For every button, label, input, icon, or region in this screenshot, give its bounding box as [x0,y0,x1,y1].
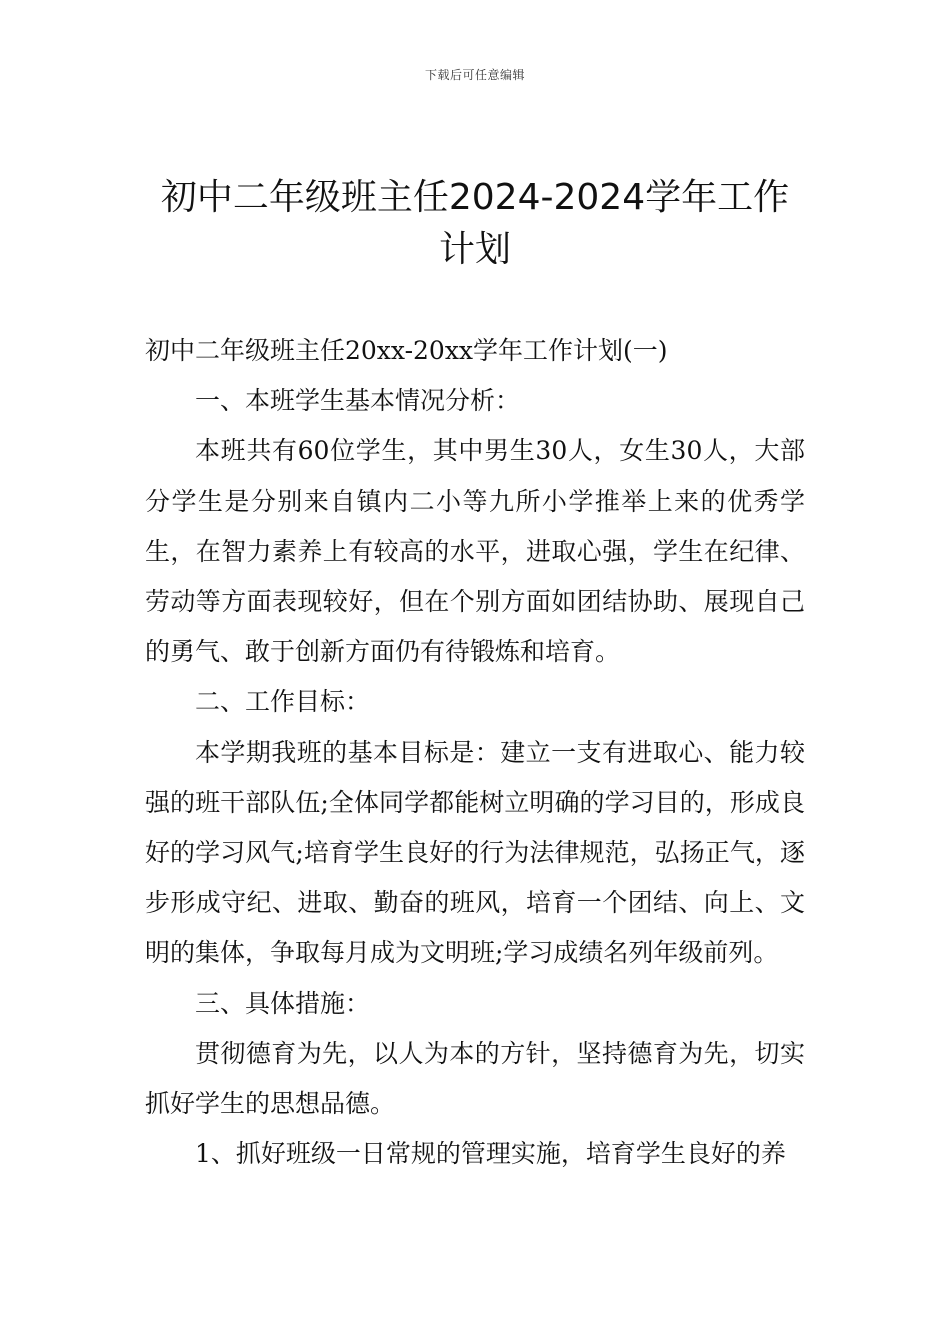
paragraph: 1、抓好班级一日常规的管理实施，培育学生良好的养 [195,1139,786,1169]
paragraph: 本班共有60位学生，其中男生30人，女生30人，大部分学生是分别来自镇内二小等九所小学推举上来的优秀学生，在智力素养上有较高的水平，进取心强，学生在纪律、劳动等方面表现较好，但在个别方面如团结协助、展现自己的勇气、敢于创新方面仍有待锻炼和培育。 [145,436,805,667]
header-note: 下载后可任意编辑 [424,68,525,82]
paragraph: 一、本班学生基本情况分析： [195,386,521,416]
paragraph: 三、具体措施： [195,988,371,1018]
paragraph: 初中二年级班主任20xx-20xx学年工作计划(一) [145,336,668,365]
document-body [145,326,805,1179]
paragraph: 本学期我班的基本目标是：建立一支有进取心、能力较强的班干部队伍;全体同学都能树立明确的学习目的，形成良好的学习风气;培育学生良好的行为法律规范，弘扬正气，逐步形成守纪、进取、勤奋的班风，培育一个团结、向上、文明的集体，争取每月成为文明班;学习成绩名列年级前列。 [145,737,805,968]
paragraph: 贯彻德育为先，以人为本的方针，坚持德育为先，切实抓好学生的思想品德。 [145,1038,805,1119]
document-title: 初中二年级班主任2024-2024学年工作计划 [160,177,790,270]
paragraph: 二、工作目标： [195,687,371,717]
